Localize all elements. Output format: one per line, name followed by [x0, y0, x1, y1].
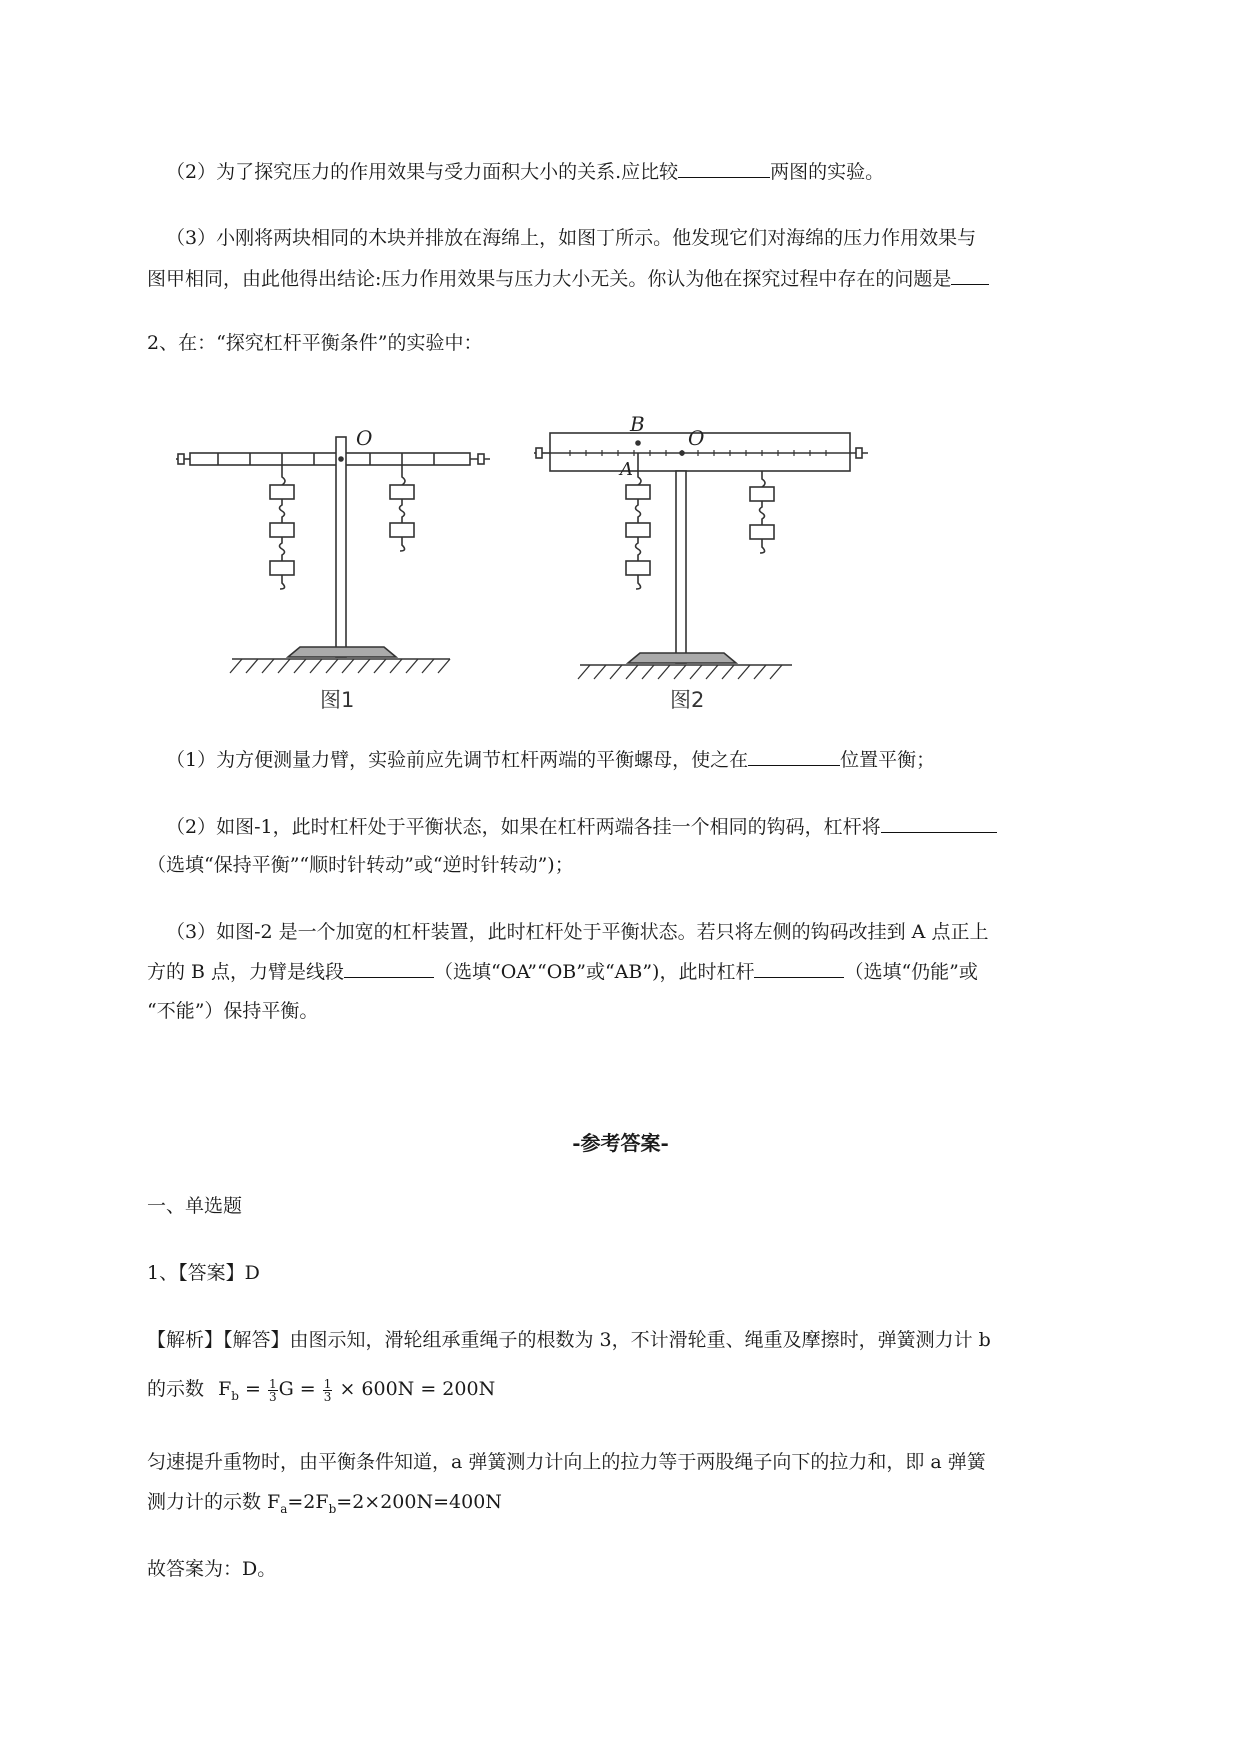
answer-title: -参考答案-	[572, 1131, 669, 1155]
q2-part1-line	[166, 747, 935, 772]
answer1-analysis-line1: 【解析】【解答】由图示知，滑轮组承重绳子的根数为 3，不计滑轮重、绳重及摩擦时，弹簧测力计 b	[147, 1329, 991, 1351]
formula-fb: $F_b$	[218, 1378, 239, 1403]
q1-part2-suffix: 两图的实验。	[770, 161, 885, 183]
answer1-line3: 匀速提升重物时，由平衡条件知道，a 弹簧测力计向上的拉力等于两股绳子向下的拉力和，即 a 弹簧	[147, 1451, 986, 1473]
analysis-prefix: 的示数	[147, 1378, 205, 1400]
q1-part3-line2	[147, 266, 989, 291]
answer-blank[interactable]	[881, 814, 997, 833]
fraction-one-third: $\frac{1}{3}$	[323, 1376, 332, 1404]
answer1-analysis-line2: 的示数 $F_b$ = $\frac{1}{3}$ G = $\frac{1}{3}$ × 600N = 200N	[147, 1376, 496, 1404]
answer-blank[interactable]	[344, 959, 434, 978]
answer1-line4: 测力计的示数 $F_a=2F_b=2\times 200N=400N$	[147, 1491, 502, 1516]
q2-part3-line2	[147, 959, 978, 984]
q2-part2-line1	[166, 814, 997, 839]
answer1-label: 1、【答案】D	[147, 1262, 260, 1284]
label-o-fig2: O	[688, 426, 705, 450]
answer-blank[interactable]	[678, 159, 770, 178]
fig2-caption: 图2	[670, 688, 705, 712]
q2-part3-line3: “不能”）保持平衡。	[147, 1000, 319, 1022]
formula-rest: × 600N = 200N	[339, 1378, 496, 1400]
q2-part1-prefix: （1）为方便测量力臂，实验前应先调节杠杆两端的平衡螺母，使之在	[166, 749, 749, 771]
q2-part3-text-c: （选填“仍能”或	[844, 961, 978, 983]
lever-figure	[170, 395, 920, 715]
q1-part3-line2-text: 图甲相同，由此他得出结论:压力作用效果与压力大小无关。你认为他在探究过程中存在的问题是	[147, 268, 952, 290]
label-b: B	[630, 412, 645, 436]
q2-part3-text-a: 方的 B 点，力臂是线段	[147, 961, 345, 983]
q2-part3-line1: （3）如图-2 是一个加宽的杠杆装置，此时杠杆处于平衡状态。若只将左侧的钩码改挂到 A 点正上	[166, 921, 989, 943]
label-a: A	[620, 459, 633, 480]
fig1-caption: 图1	[320, 688, 355, 712]
label-o-fig1: O	[356, 426, 373, 450]
q2-part2-text: （2）如图-1，此时杠杆处于平衡状态，如果在杠杆两端各挂一个相同的钩码，杠杆将	[166, 816, 881, 838]
answer-blank[interactable]	[951, 266, 989, 285]
q2-part3-text-b: （选填“OA”“OB”或“AB”)，此时杠杆	[434, 961, 755, 983]
fraction-one-third: $\frac{1}{3}$	[268, 1376, 277, 1404]
q2-part1-suffix: 位置平衡；	[840, 749, 936, 771]
section-title: 一、单选题	[147, 1195, 243, 1217]
q1-part2-prefix: （2）为了探究压力的作用效果与受力面积大小的关系.应比较	[166, 161, 679, 183]
q1-part2-line	[166, 159, 884, 184]
q2-heading: 2、在：“探究杠杆平衡条件”的实验中：	[147, 332, 483, 354]
answer1-conclusion: 故答案为：D。	[147, 1558, 277, 1580]
answer-blank[interactable]	[748, 747, 840, 766]
answer-blank[interactable]	[754, 959, 844, 978]
q2-part2-line2: （选填“保持平衡”“顺时针转动”或“逆时针转动”)；	[147, 854, 574, 876]
q1-part3-line1: （3）小刚将两块相同的木块并排放在海绵上，如图丁所示。他发现它们对海绵的压力作用效果与	[166, 227, 977, 249]
